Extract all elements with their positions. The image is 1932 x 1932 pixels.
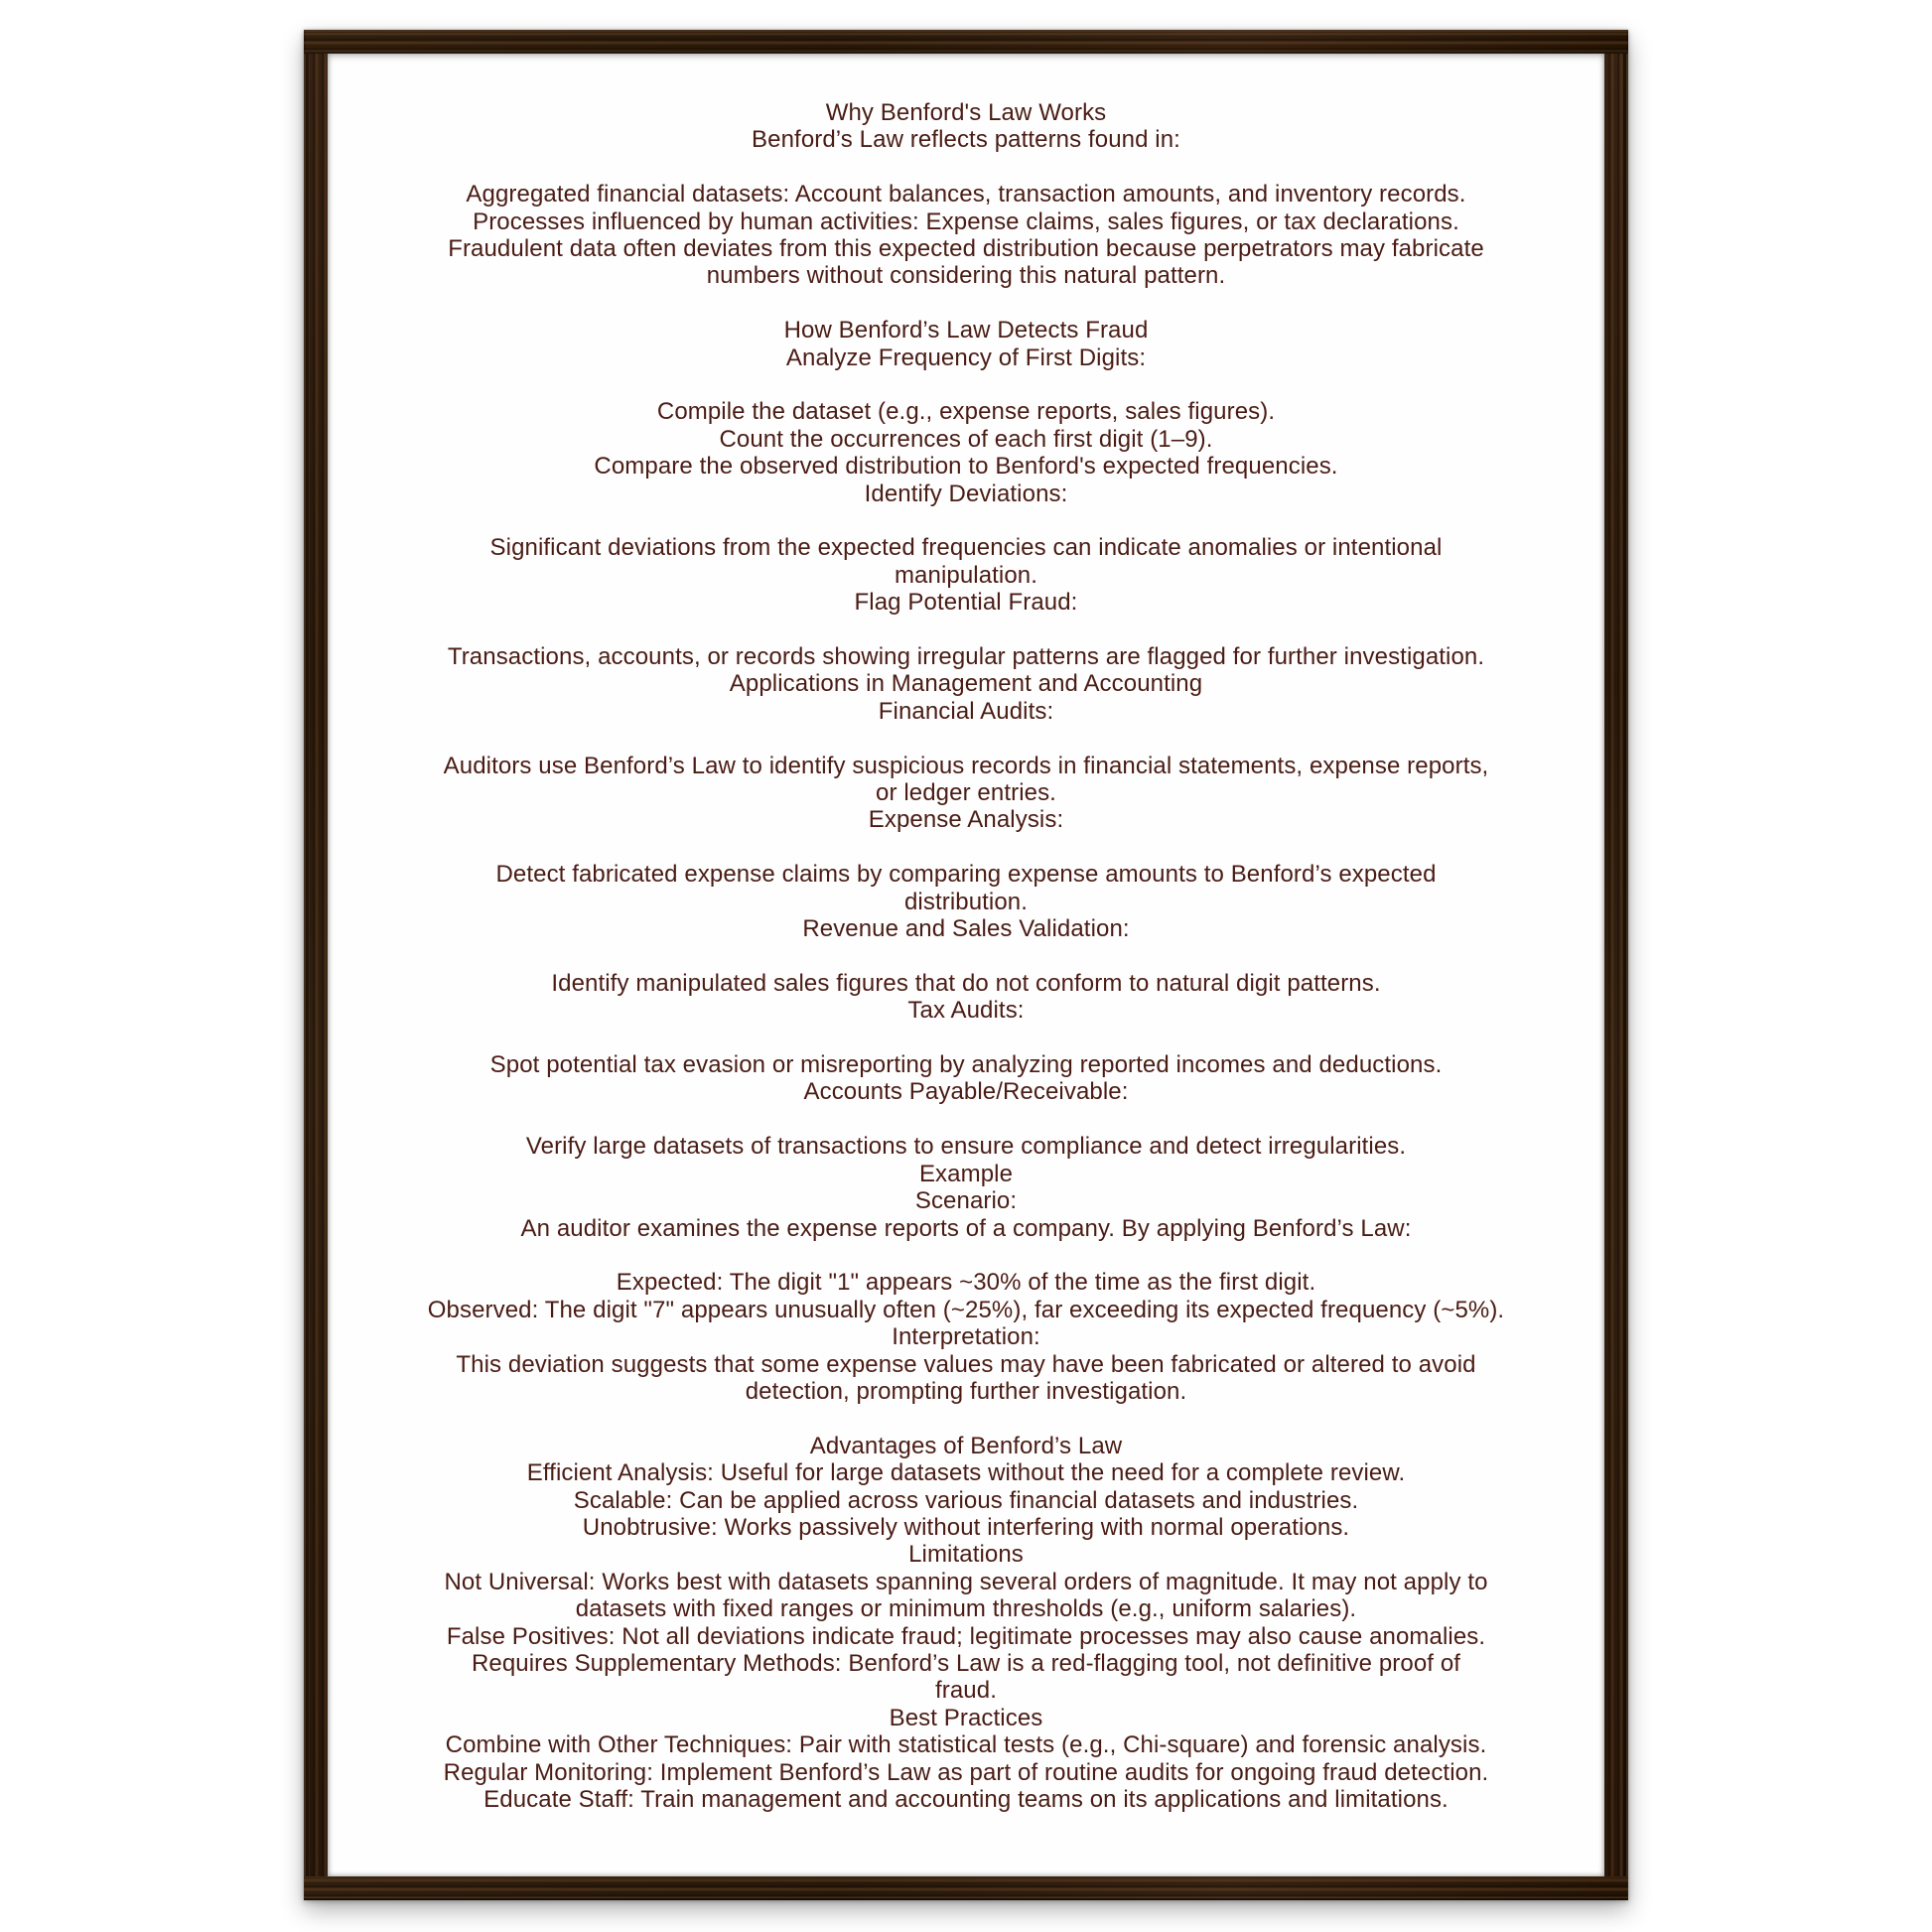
text-block <box>345 398 1587 507</box>
text-line: numbers without considering this natural pattern. <box>706 262 1226 290</box>
text-line: Compile the dataset (e.g., expense reports, sales figures). <box>656 398 1276 426</box>
text-line: Processes influenced by human activities: Expense claims, sales figures, or tax declarations. <box>473 207 1459 235</box>
text-line: False Positives: Not all deviations indicate fraud; legitimate processes may also cause anomalies. <box>446 1622 1486 1650</box>
text-line: Accounts Payable/Receivable: <box>803 1078 1129 1106</box>
text-line: Count the occurrences of each first digit (1–9). <box>719 425 1213 453</box>
text-line: How Benford’s Law Detects Fraud <box>783 317 1149 345</box>
text-line: Compare the observed distribution to Benford's expected frequencies. <box>594 453 1338 481</box>
text-line: Analyze Frequency of First Digits: <box>785 344 1147 371</box>
text-line: Detect fabricated expense claims by comparing expense amounts to Benford’s expected <box>495 861 1437 889</box>
text-line: Advantages of Benford’s Law <box>809 1432 1123 1459</box>
poster-frame <box>304 30 1628 1900</box>
text-block <box>345 99 1587 154</box>
text-line: Revenue and Sales Validation: <box>802 915 1130 943</box>
poster-text <box>345 99 1587 1813</box>
text-block <box>345 1051 1587 1106</box>
text-line: detection, prompting further investigation. <box>745 1377 1187 1405</box>
text-line: Why Benford's Law Works <box>825 99 1107 126</box>
text-line: fraud. <box>935 1677 997 1705</box>
text-line: Best Practices <box>889 1704 1043 1731</box>
text-line: This deviation suggests that some expense values may have been fabricated or altered to avoid <box>456 1350 1476 1378</box>
text-line: Requires Supplementary Methods: Benford’s Law is a red-flagging tool, not definitive proof of <box>471 1649 1461 1677</box>
text-line: Interpretation: <box>892 1323 1040 1351</box>
text-line: Educate Staff: Train management and accounting teams on its applications and limitations. <box>483 1786 1449 1813</box>
text-line: Scalable: Can be applied across various financial datasets and industries. <box>573 1486 1359 1514</box>
text-line: Expected: The digit "1" appears ~30% of the time as the first digit. <box>616 1269 1316 1297</box>
text-block <box>345 1269 1587 1405</box>
text-line: manipulation. <box>894 561 1038 589</box>
text-line: Financial Audits: <box>878 697 1054 725</box>
text-block <box>345 1433 1587 1814</box>
text-line: Applications in Management and Accounting <box>729 670 1203 698</box>
text-block <box>345 970 1587 1025</box>
text-line: Aggregated financial datasets: Account balances, transaction amounts, and inventory records. <box>466 181 1466 208</box>
text-line: Unobtrusive: Works passively without interfering with normal operations. <box>582 1513 1350 1541</box>
text-line: datasets with fixed ranges or minimum thresholds (e.g., uniform salaries). <box>575 1595 1357 1623</box>
text-line: Scenario: <box>914 1187 1018 1215</box>
text-line: Spot potential tax evasion or misreporting by analyzing reported incomes and deductions. <box>489 1051 1443 1079</box>
text-line: Efficient Analysis: Useful for large datasets without the need for a complete review. <box>526 1459 1406 1487</box>
text-line: or ledger entries. <box>876 779 1056 807</box>
text-block <box>345 181 1587 290</box>
text-line: An auditor examines the expense reports of a company. By applying Benford’s Law: <box>520 1214 1412 1242</box>
text-line: Identify manipulated sales figures that do not conform to natural digit patterns. <box>551 969 1381 997</box>
text-block <box>345 534 1587 616</box>
text-block <box>345 317 1587 371</box>
poster-sheet <box>328 54 1604 1876</box>
text-line: Not Universal: Works best with datasets spanning several orders of magnitude. It may not apply to <box>444 1568 1488 1595</box>
text-block <box>345 643 1587 725</box>
text-line: Tax Audits: <box>907 997 1025 1025</box>
text-line: Limitations <box>908 1541 1024 1569</box>
text-block <box>345 861 1587 942</box>
text-block <box>345 753 1587 834</box>
text-line: Auditors use Benford’s Law to identify suspicious records in financial statements, expense reports, <box>443 752 1489 779</box>
text-line: Verify large datasets of transactions to ensure compliance and detect irregularities. <box>525 1133 1407 1161</box>
text-line: distribution. <box>903 888 1029 915</box>
text-block <box>345 1133 1587 1242</box>
text-line: Regular Monitoring: Implement Benford’s Law as part of routine audits for ongoing fraud detection. <box>443 1758 1489 1786</box>
text-line: Benford’s Law reflects patterns found in: <box>752 126 1180 154</box>
text-line: Significant deviations from the expected frequencies can indicate anomalies or intentional <box>489 534 1443 562</box>
text-line: Fraudulent data often deviates from this expected distribution because perpetrators may fabricate <box>448 235 1484 263</box>
text-line: Example <box>918 1160 1014 1187</box>
text-line: Combine with Other Techniques: Pair with statistical tests (e.g., Chi-square) and forensic analysis. <box>445 1731 1487 1759</box>
text-line: Transactions, accounts, or records showing irregular patterns are flagged for further investigation. <box>447 643 1485 671</box>
text-line: Flag Potential Fraud: <box>854 589 1078 617</box>
text-line: Expense Analysis: <box>868 806 1064 834</box>
text-line: Observed: The digit "7" appears unusually often (~25%), far exceeding its expected frequency (~5%). <box>427 1296 1505 1323</box>
text-line: Identify Deviations: <box>864 480 1068 507</box>
